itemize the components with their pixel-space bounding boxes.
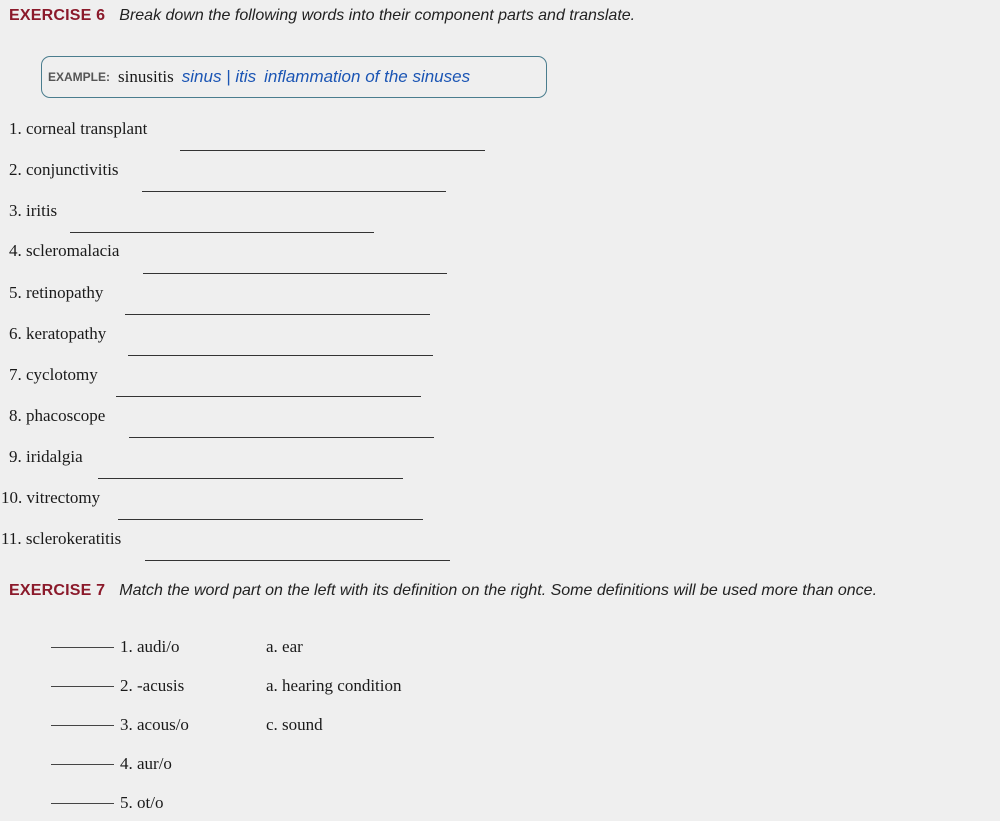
match-blank[interactable] <box>51 686 114 687</box>
exercise-6-item: 3. iritis <box>9 201 58 220</box>
exercise-6-item: 4. scleromalacia <box>9 241 120 260</box>
definition-item: a. hearing condition <box>266 676 402 695</box>
exercise-6-item: 1. corneal transplant <box>9 119 148 138</box>
answer-line[interactable] <box>128 355 433 356</box>
word-part-item: 4. aur/o <box>120 754 172 773</box>
exercise-6-label: EXERCISE 6 <box>9 7 106 24</box>
answer-line[interactable] <box>118 519 423 520</box>
answer-line[interactable] <box>98 478 403 479</box>
exercise-6-item: 6. keratopathy <box>9 324 107 343</box>
answer-line[interactable] <box>70 232 374 233</box>
exercise-6-item: 2. conjunctivitis <box>9 160 119 179</box>
answer-line[interactable] <box>116 396 421 397</box>
exercise-6-item: 10. vitrectomy <box>1 488 101 507</box>
answer-line[interactable] <box>145 560 450 561</box>
answer-line[interactable] <box>125 314 430 315</box>
exercise-6-item: 7. cyclotomy <box>9 365 98 384</box>
example-parts: sinus | itis <box>181 67 257 86</box>
match-blank[interactable] <box>51 725 114 726</box>
answer-line[interactable] <box>143 273 447 274</box>
definition-item: c. sound <box>266 715 323 734</box>
word-part-item: 2. -acusis <box>120 676 185 695</box>
match-blank[interactable] <box>51 803 114 804</box>
match-blank[interactable] <box>51 764 114 765</box>
example-meaning: inflammation of the sinuses <box>264 67 471 86</box>
exercise-7-label: EXERCISE 7 <box>9 582 106 599</box>
word-part-item: 1. audi/o <box>120 637 180 656</box>
exercise-6-instruction: Break down the following words into their component parts and translate. <box>119 7 636 24</box>
exercise-6-header <box>9 7 635 25</box>
exercise-6-item: 9. iridalgia <box>9 447 83 466</box>
exercise-7-instruction: Match the word part on the left with its definition on the right. Some definitions will be used more than once. <box>119 582 878 599</box>
exercise-6-item: 11. sclerokeratitis <box>1 529 122 548</box>
match-blank[interactable] <box>51 647 114 648</box>
answer-line[interactable] <box>180 150 485 151</box>
exercise-6-item: 5. retinopathy <box>9 283 104 302</box>
definition-item: a. ear <box>266 637 303 656</box>
exercise-7-header <box>9 582 877 600</box>
example-word: sinusitis <box>118 67 174 86</box>
example-box <box>41 56 547 98</box>
word-part-item: 3. acous/o <box>120 715 189 734</box>
answer-line[interactable] <box>129 437 434 438</box>
word-part-item: 5. ot/o <box>120 793 164 812</box>
example-tag: EXAMPLE: <box>48 70 111 84</box>
answer-line[interactable] <box>142 191 446 192</box>
exercise-6-item: 8. phacoscope <box>9 406 106 425</box>
